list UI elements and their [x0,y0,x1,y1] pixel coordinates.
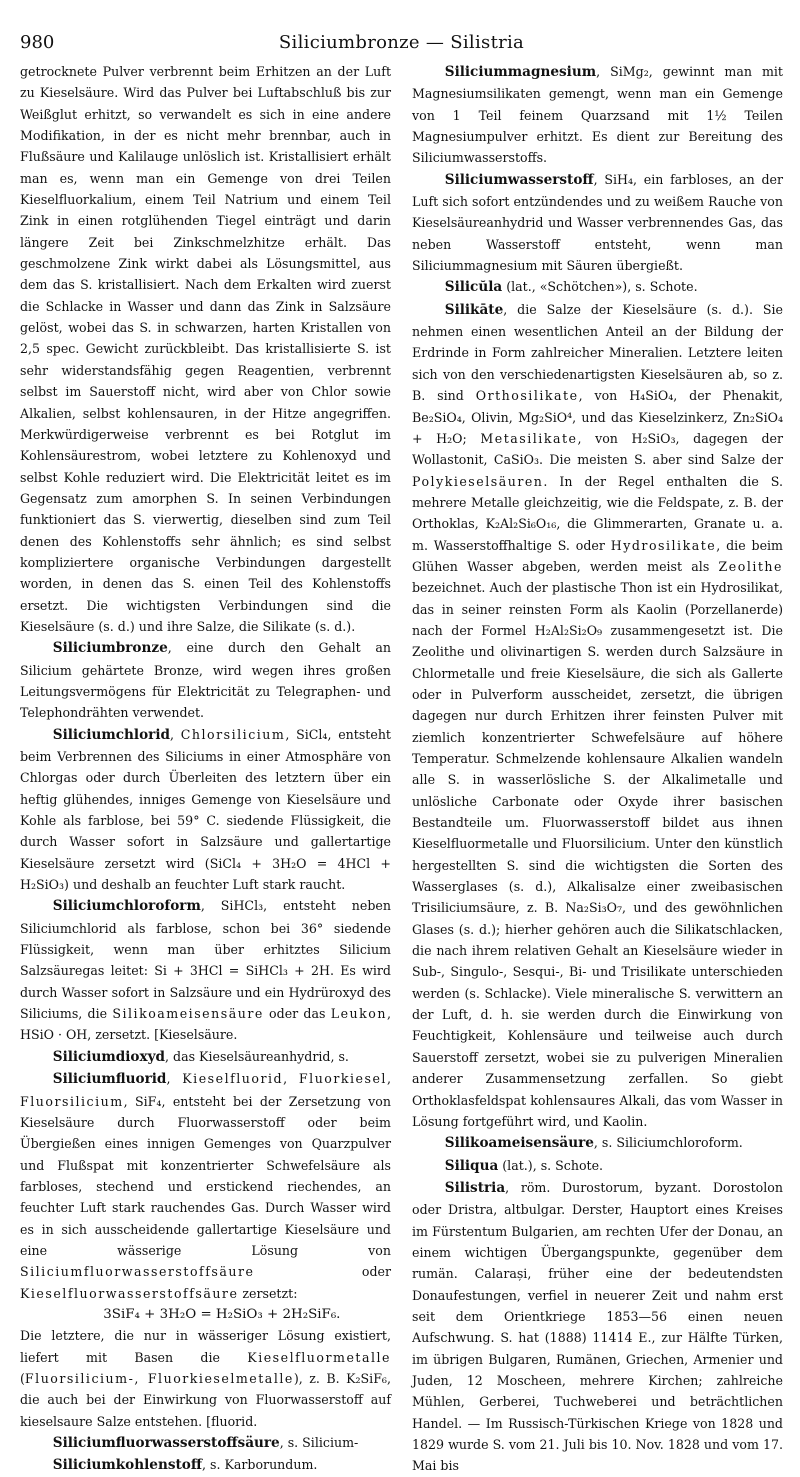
entry-text: , die Salze der Kieselsäure (s. d.). Sie nehmen einen wesentlichen Anteil an der Bildung der Erdrinde in Form zahlreicher Mineralien. Letztere leiten sich von den verschiedenartigsten Kieselsäuren ab, so z. B. sind [412,301,783,404]
running-title: Siliciumbronze — Silistria [278,32,525,53]
headword: Siliciumdioxyd [52,1048,166,1065]
spaced-term: Kieselfluorwasserstoffsäure [20,1285,239,1301]
spaced-term: Kieselfluormetalle [247,1349,391,1365]
entry-text: oder [254,1264,391,1280]
spaced-term: Fluorsilicium-, Fluorkieselmetalle [24,1370,294,1386]
entry-text: bezeichnet. Auch der plastische Thon ist ein Hydrosilikat, das in seiner reinsten Form als Kaolin (Porzellanerde) nach der Formel H₂Al₂Si₂O₉ zusammengesetzt ist. Die Zeolithe und olivinartigen S. werden durch Salzsäure in Chlormetalle und freie Kieselsäure, die sich als Gallerte oder in Pulverform ausscheidet, zersetzt, die übrigen dagegen nur durch Erhitzen ihrer feinsten Pulver mit ziemlich konzentrierter Schwefelsäure auf höhere Temperatur. Schmelzende kohlensaure Alkalien wandeln alle S. in wasserlösliche S. der Alkalimetalle und unlösliche Carbonate oder Oxyde ihrer basischen Bestandteile um. Fluorwasserstoff bildet aus ihnen Kieselfluormetalle und Fluorsilicium. Unter den künstlich hergestellten S. sind die wichtigsten die Sorten des Wasserglases (s. d.), Alkalisalze einer zweibasischen Trisiliciumsäure, z. B. Na₂Si₃O₇, und des gewöhnlichen Glases (s. d.); hierher gehören auch die Silikatschlacken, die nach ihrem relativen Gehalt an Kieselsäure wieder in Sub-, Singulo-, Sesqui-, Bi- und Trisilikate unterschieden werden (s. Schlacke). Viele mineralische S. verwittern an der Luft, d. h. sie werden durch die Einwirkung von Feuchtigkeit, Kohlensäure und teilweise auch durch Sauerstoff zersetzt, wobei sie zu pulverigen Mineralien anderer Zusammensetzung zerfallen. So giebt Orthoklasfeldspat kohlensaures Alkali, das vom Wasser in Lösung fortgeführt wird, und Kaolin. [412,580,783,1129]
entry-text: , von H₂SiO₃, dagegen der Wollastonit, CaSiO₃. Die meisten S. aber sind Salze der [412,430,783,468]
headword: Silikoameisensäure [444,1135,594,1152]
headword: Siliciumfluorid [52,1071,167,1088]
entry-siliciummagnesium [412,61,783,169]
headword: Siliqua [444,1157,499,1174]
entry-siliciumfluorwasserstoffsaeure [20,1432,391,1454]
entry-text: , s. Siliciumchloroform. [593,1135,743,1151]
spaced-term: Silikoameisensäure [112,1006,264,1022]
entry-siliciumwasserstoff [412,169,783,277]
entry-text: , SiHCl₃, entsteht neben Siliciumchlorid als farblose, schon bei 36° siedende Flüssigkeit, wenn man über erhitztes Silicium Salzsäuregas leitet: Si + 3HCl = SiHCl₃ + 2H. Es wird durch Wasser sofort in Salzsäure und ein Hydrüroxyd des Siliciums, die [20,898,391,1022]
headword: Siliciumfluorwasserstoffsäure [52,1435,280,1451]
spaced-term: Leukon [330,1006,387,1022]
entry-siliciumbronze [20,637,391,723]
entry-siliciumchlorid: Siliciumchlorid, Chlorsilicium, SiCl₄, entsteht beim Verbrennen des Siliciums in einer Atmosphäre von Chlorgas oder durch Überleiten des letztern über ein heftig glühendes, inniges Gemenge von Kieselsäure und Kohle als farblose, bei 59° C. siedende Flüssigkeit, die durch Wasser sofort in Salzsäure und gallertartige Kieselsäure zersetzt wird (SiCl₄ + 3H₂O = 4HCl + H₂SiO₃) und deshalb an feuchter Luft stark raucht. [20,726,391,893]
entry-text: Die letztere, die nur in wässeriger Lösung existiert, liefert mit Basen die [20,1328,391,1365]
synonym-term: Chlorsilicium [180,726,286,742]
entry-silikate [412,299,783,1132]
headword: Silicŭla [444,279,503,296]
left-column [20,61,391,1477]
headword: Siliciumchlorid [52,726,170,743]
entry-silistria [412,1177,783,1477]
entry-text: (lat., «Schötchen»), s. Schote. [502,279,698,295]
entry-siliciumfluorid: Siliciumfluorid, Kieselfluorid, Fluorkiesel, Fluorsilicium, SiF₄, entsteht bei der Zersetzung von Kieselsäure durch Fluorwasserstoff oder beim Übergießen eines innigen Gemenges von Quarzpulver und Flußspat mit konzentrierter Schwefelsäure als farbloses, stechend und erstickend riechendes, an feuchter Luft stark rauchendes Gas. Durch Wasser wird es in sich ausscheidende gallertartige Kieselsäure und eine wässerige Lösung von Siliciumfluorwasserstoffsäure oder Kieselfluorwasserstoffsäure zersetzt: 3SiF₄ + 3H₂O = H₂SiO₃ + 2H₂SiF₆. Die letztere, die nur in wässeriger Lösung existiert, liefert mit Basen die Kieselfluormetalle (Fluorsilicium-, Fluorkieselmetalle), z. B. K₂SiF₆, die auch bei der Einwirkung von Fluorwasserstoff auf kieselsaure Salze entstehen. [fluorid. [20,1071,391,1429]
right-column [412,61,783,1477]
spaced-term: Zeolithe [718,558,783,574]
page-number: 980 [20,32,55,53]
headword: Siliciumwasserstoff [444,171,594,188]
continued-paragraph: getrocknete Pulver verbrennt beim Erhitzen an der Luft zu Kieselsäure. Wird das Pulver bei Luftabschluß bis zur Weißglut erhitzt, so verwandelt es sich in eine andere Modifikation, in der es nicht mehr brennbar, auch in Flußsäure und Kalilauge unlöslich ist. Kristallisiert erhält man es, wenn man ein Gemenge von drei Teilen Kieselfluorkalium, einem Teil Natrium und einem Teil Zink in einen rotglühenden Tiegel einträgt und darin längere Zeit bei Zinkschmelzhitze erhält. Das geschmolzene Zink wirkt dabei als Lösungsmittel, aus dem das S. kristallisiert. Nach dem Erkalten wird zuerst die Schlacke in Wasser und dann das Zink in Salzsäure gelöst, wobei das S. in schwarzen, harten Kristallen von 2,5 spec. Gewicht zurückbleibt. Das kristallisierte S. ist sehr widerstandsfähig gegen Reagentien, verbrennt selbst im Sauerstoff nicht, wird aber von Chlor sowie Alkalien, selbst kohlensauren, in der Hitze angegriffen. Merkwürdigerweise verbrennt es bei Rotglut im Kohlensäurestrom, wobei letztere zu Kohlenoxyd und selbst Kohle reduziert wird. Die Elektricität leitet es im Gegensatz zum amorphen S. In seinen Verbindungen funktioniert das S. vierwertig, dieselben sind zum Teil denen des Kohlenstoffs sehr ähnlich; es sind selbst kompliziertere organische Verbindungen dargestellt worden, in denen das S. einen Teil des Kohlenstoffs ersetzt. Die wichtigsten Verbindungen sind die Kieselsäure (s. d.) und ihre Salze, die Silikate (s. d.). [20,64,391,634]
entry-silicula [412,276,783,298]
spaced-term: Siliciumfluorwasserstoffsäure [20,1264,255,1280]
entry-text: . In der Regel enthalten die S. mehrere Metalle gleichzeitig, wie die Feldspate, z. B. der Orthoklas, K₂Al₂Si₆O₁₆, die Glimmerarten, Granate u. a. m. Wasserstoffhaltige S. oder [412,473,783,553]
entry-text: , eine durch den Gehalt an Silicium gehärtete Bronze, wird wegen ihres großen Leitungsvermögens für Elektricität zu Telegraphen- und Telephondrähten verwendet. [20,640,391,721]
spaced-term: Orthosilikate [475,388,579,404]
entry-siliciumdioxyd [20,1046,391,1068]
entry-text: (lat.), s. Schote. [498,1157,604,1173]
two-column-body [20,61,783,1477]
entry-text: , s. Silicium- [279,1435,359,1450]
entry-text: , SiCl₄, entsteht beim Verbrennen des Siliciums in einer Atmosphäre von Chlorgas oder durch Überleiten des letztern über ein heftig glühendes, inniges Gemenge von Kieselsäure und Kohle als farblose, bei 59° C. siedende Flüssigkeit, die durch Wasser sofort in Salzsäure und gallertartige Kieselsäure zersetzt wird (SiCl₄ + 3H₂O = 4HCl + H₂SiO₃) und deshalb an feuchter Luft stark raucht. [20,726,391,893]
spaced-term: Hydrosilikate [610,537,717,553]
headword: Siliciumchloroform [52,898,201,915]
entry-text: , SiMg₂, gewinnt man mit Magnesiumsilikaten gemengt, wenn man ein Gemenge von 1 Teil feinem Quarzsand mit 1½ Teilen Magnesiumpulver erhitzt. Es dient zur Bereitung des Siliciumwasserstoffs. [412,64,783,166]
synonym-term: Fluorkiesel [298,1071,387,1087]
entry-text: , s. Karborundum. [202,1457,318,1473]
headword: Siliciumbronze [52,640,168,657]
entry-silikoameisensaeure [412,1132,783,1154]
entry-text: , HSiO · OH, zersetzt. [Kieselsäure. [20,1006,391,1043]
entry-text: ), z. B. K₂SiF₆, die auch bei der Einwirkung von Fluorwasserstoff auf kieselsaure Salze entstehen. [fluorid. [20,1370,391,1429]
headword: Siliciumkohlenstoff [52,1457,202,1474]
spaced-term: Metasilikate [480,430,578,446]
synonym-term: Fluorsilicium [20,1093,124,1109]
synonym-term: Kieselfluorid [182,1071,284,1087]
page-header [20,26,783,60]
entry-text: , SiH₄, ein farbloses, an der Luft sich sofort entzündendes und zu weißem Rauche von Kieselsäureanhydrid und Wasser verbrennendes Gas, das neben Wasserstoff entsteht, wenn man Siliciummagnesium mit Säuren übergießt. [412,171,783,274]
entry-text: , SiF₄, entsteht bei der Zersetzung von Kieselsäure durch Fluorwasserstoff oder beim Übergießen eines innigen Gemenges von Quarzpulver und Flußspat mit konzentrierter Schwefelsäure als farbloses, stechend und erstickend riechendes, an feuchter Luft stark rauchendes Gas. Durch Wasser wird es in sich ausscheidende gallertartige Kieselsäure und eine wässerige Lösung von [20,1093,391,1258]
chemical-equation: 3SiF₄ + 3H₂O = H₂SiO₃ + 2H₂SiF₆. [103,1306,341,1322]
entry-text: , von H₄SiO₄, der Phenakit, Be₂SiO₄, Olivin, Mg₂SiO⁴, und das Kieselzinkerz, Zn₂SiO₄ + H₂O; [412,388,783,446]
entry-text: zersetzt: [238,1285,298,1301]
entry-text: ( [20,1370,25,1386]
entry-siliciumkohlenstoff [20,1454,391,1476]
entry-siliciumchloroform [20,895,391,1045]
entry-text: , die beim Glühen Wasser abgeben, werden meist als [412,537,783,574]
entry-siliqua [412,1155,783,1177]
entry-text: , das Kieselsäureanhydrid, s. [165,1048,349,1064]
headword: Silikāte [444,301,504,318]
headword: Siliciummagnesium [444,64,597,80]
entry-text: , röm. Durostorum, byzant. Dorostolon oder Dristra, altbulgar. Derster, Hauptort eines Kreises im Fürstentum Bulgarien, am rechten Ufer der Donau, an einem wichtigen Übergangspunkte, gegenüber dem rumän. Calarași, früher eine der bedeutendsten Donaufestungen, verfiel in neuerer Zeit und nahm erst seit dem Orientkriege 1853—56 einen neuen Aufschwung. S. hat (1888) 11414 E., zur Hälfte Türken, im übrigen Bulgaren, Rumänen, Griechen, Armenier und Juden, 12 Moscheen, mehrere Kirchen; zahlreiche Mühlen, Gerberei, Tuchweberei und beträchtlichen Handel. — Im Russisch-Türkischen Kriege von 1828 und 1829 wurde S. vom 21. Juli bis 10. Nov. 1828 und vom 17. Mai bis [412,1179,783,1474]
headword: Silistria [444,1179,506,1196]
entry-text: oder das [263,1006,331,1022]
spaced-term: Polykieselsäuren [412,473,544,489]
